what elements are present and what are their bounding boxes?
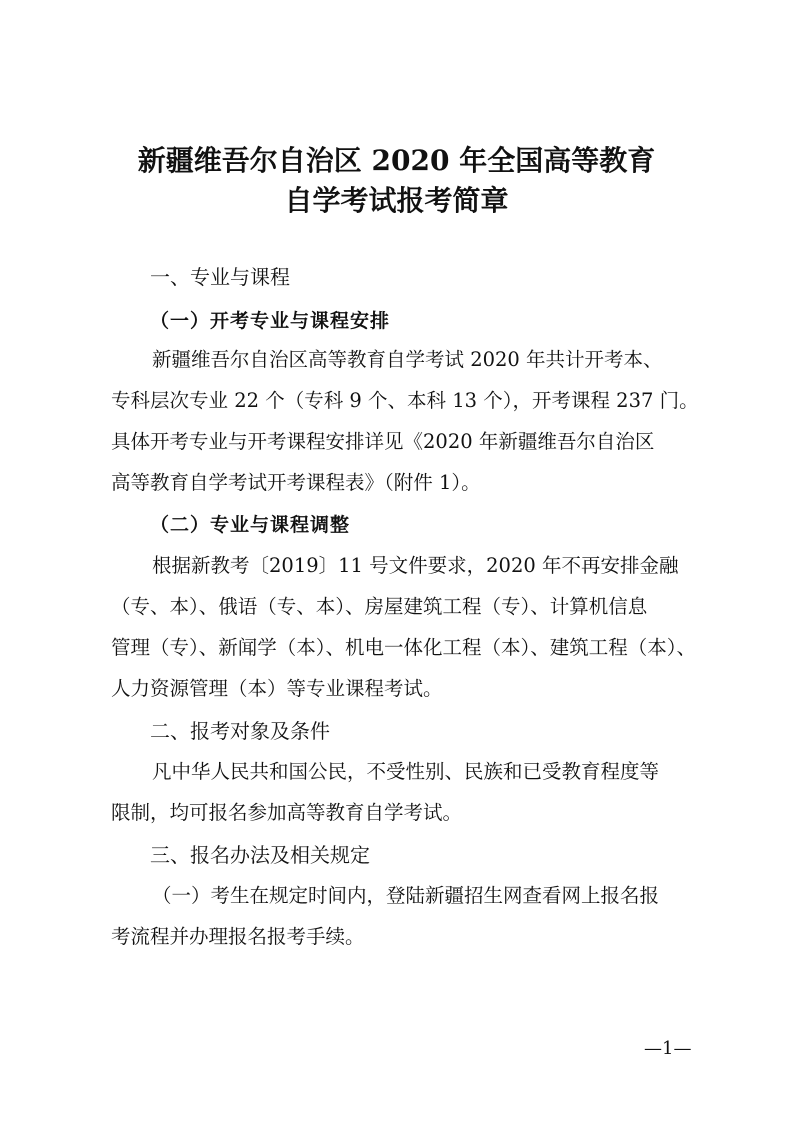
paragraph-line: 具体开考专业与开考课程安排详见《2020 年新疆维吾尔自治区: [111, 430, 655, 453]
paragraph-line: 凡中华人民共和国公民，不受性别、民族和已受教育程度等: [152, 760, 660, 783]
paragraph-line: （一）考生在规定时间内，登陆新疆招生网查看网上报名报: [152, 884, 660, 907]
paragraph-line: 限制，均可报名参加高等教育自学考试。: [111, 801, 463, 824]
section-3-heading: 三、报名办法及相关规定: [150, 843, 370, 867]
section-2-heading: 二、报考对象及条件: [150, 719, 330, 743]
paragraph-line: 新疆维吾尔自治区高等教育自学考试 2020 年共计开考本、: [152, 348, 663, 371]
section-1-sub-2-heading: （二）专业与课程调整: [150, 514, 351, 536]
paragraph-line: 人力资源管理（本）等专业课程考试。: [111, 677, 443, 700]
paragraph-line: 高等教育自学考试开考课程表》（附件 1）。: [111, 471, 481, 494]
paragraph-line: 管理（专）、新闻学（本）、机电一体化工程（本）、建筑工程（本）、: [111, 636, 697, 659]
paragraph-line: 根据新教考〔2019〕11 号文件要求，2020 年不再安排金融: [152, 554, 679, 577]
paragraph-line: （专、本）、俄语（专、本）、房屋建筑工程（专）、计算机信息: [111, 595, 648, 618]
paragraph-line: 考流程并办理报名报考手续。: [111, 925, 365, 948]
section-1-sub-1-heading: （一）开考专业与课程安排: [150, 310, 391, 332]
document-title-line-1: 新疆维吾尔自治区 2020 年全国高等教育: [137, 144, 656, 177]
page-number: —1—: [644, 1038, 692, 1059]
document-title-line-2: 自学考试报考简章: [284, 184, 509, 217]
paragraph-line: 专科层次专业 22 个（专科 9 个、本科 13 个），开考课程 237 门。: [111, 389, 699, 412]
section-1-heading: 一、专业与课程: [150, 265, 290, 289]
